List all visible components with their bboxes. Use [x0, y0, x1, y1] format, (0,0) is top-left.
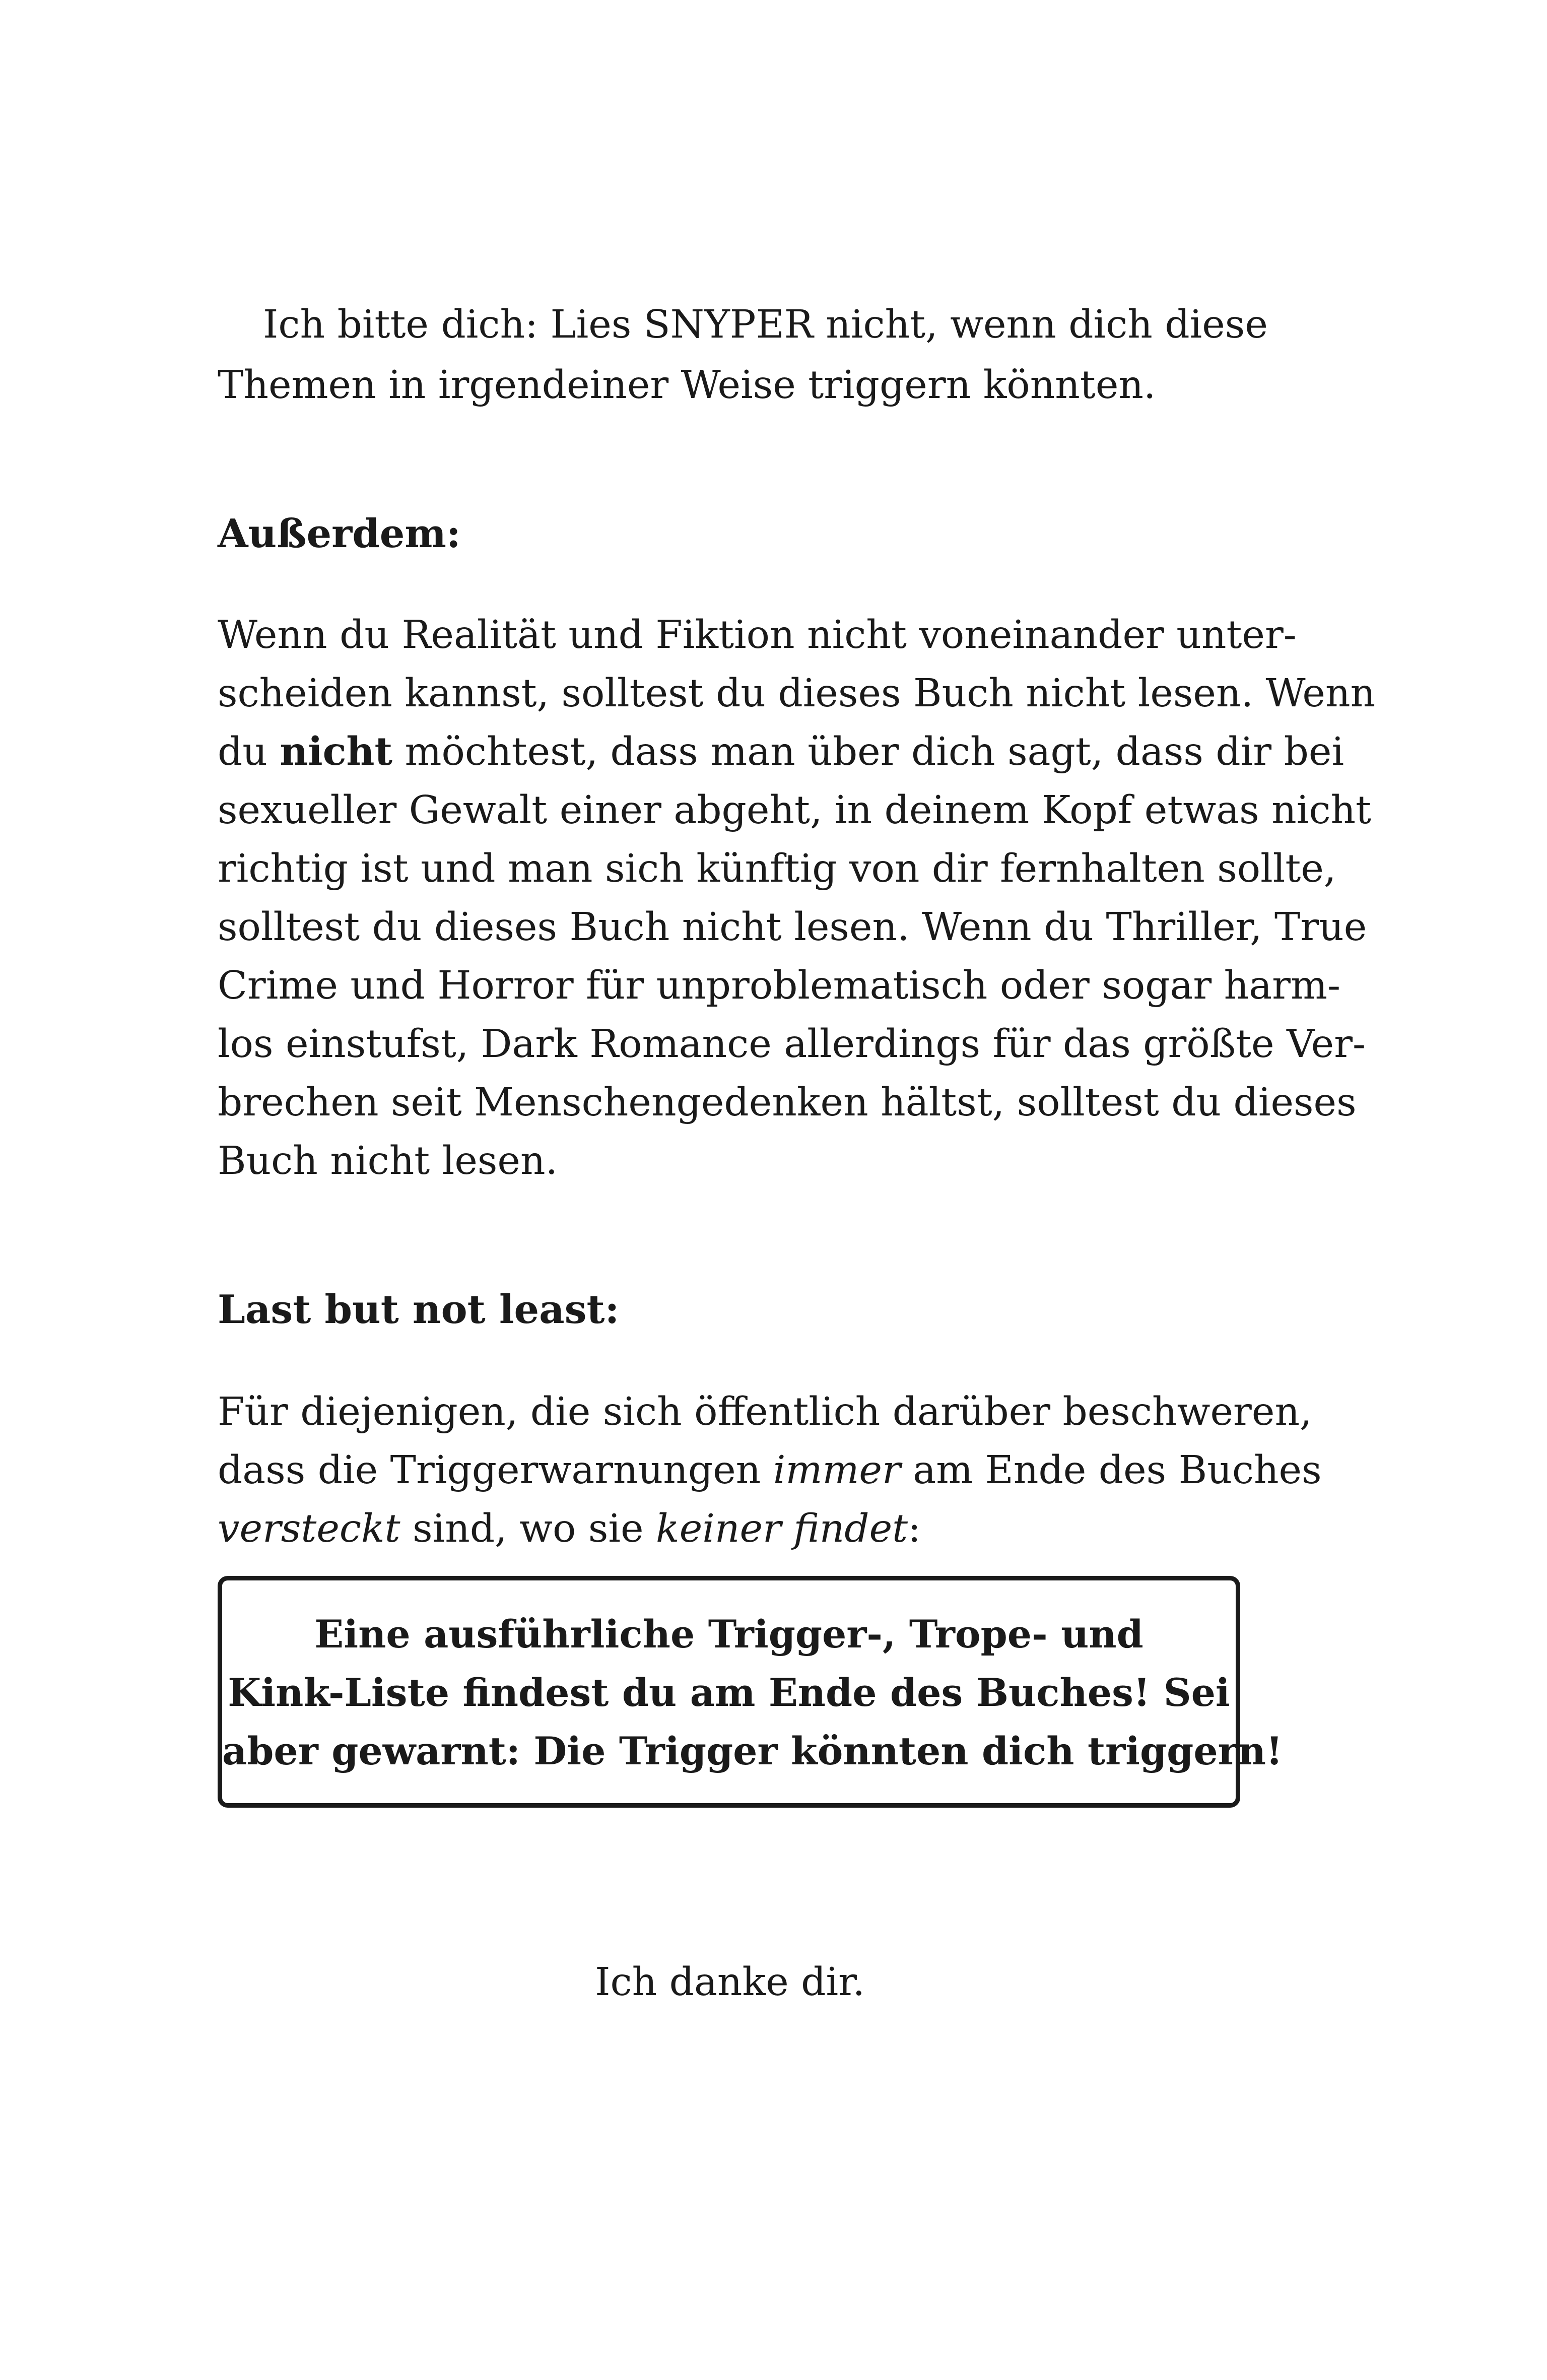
paragraph-line-with-bold	[218, 729, 1344, 774]
trigger-notice-box	[218, 1576, 1283, 1808]
paragraph-line: solltest du dieses Buch nicht lesen. Wenn du Thriller, True	[218, 905, 1367, 950]
section-heading-last-but-not-least: Last but not least:	[218, 1287, 620, 1333]
paragraph-line-with-italic	[218, 1448, 1322, 1493]
italic-emphasis: keiner findet	[656, 1506, 908, 1551]
paragraph-line: los einstufst, Dark Romance allerdings für das größte Ver-	[218, 1022, 1366, 1067]
text-segment: dass die Triggerwarnungen	[218, 1448, 761, 1493]
text-segment: du	[218, 730, 267, 774]
paragraph-line: scheiden kannst, solltest du dieses Buch nicht lesen. Wenn	[218, 671, 1376, 716]
closing-line: Ich danke dir.	[595, 1960, 865, 2005]
paragraph-line: Für diejenigen, die sich öffentlich darüber beschweren,	[218, 1390, 1312, 1434]
intro-line-2: Themen in irgendeiner Weise triggern könnten.	[218, 363, 1156, 408]
paragraph-line: Buch nicht lesen.	[218, 1139, 558, 1183]
text-segment: sind, wo sie	[413, 1506, 644, 1551]
notice-line: Eine ausführliche Trigger-, Trope- und	[314, 1612, 1144, 1657]
notice-line: Kink-Liste findest du am Ende des Buches! Sei	[228, 1670, 1230, 1715]
intro-line-1: Ich bitte dich: Lies SNYPER nicht, wenn dich diese	[263, 302, 1268, 347]
text-segment: möchtest, dass man über dich sagt, dass dir bei	[405, 730, 1344, 774]
italic-emphasis: immer	[773, 1448, 901, 1493]
text-segment: am Ende des Buches	[913, 1448, 1322, 1493]
paragraph-line: sexueller Gewalt einer abgeht, in deinem Kopf etwas nicht	[218, 788, 1371, 833]
paragraph-line: richtig ist und man sich künftig von dir fernhalten sollte,	[218, 846, 1336, 891]
paragraph-line: Wenn du Realität und Fiktion nicht voneinander unter-	[218, 613, 1297, 657]
section-heading-ausserdem: Außerdem:	[218, 511, 461, 557]
bold-emphasis: nicht	[280, 729, 393, 774]
paragraph-line: brechen seit Menschengedenken hältst, solltest du dieses	[218, 1080, 1357, 1125]
notice-line: aber gewarnt: Die Trigger könnten dich triggern!	[222, 1729, 1283, 1773]
paragraph-line-with-italic	[218, 1506, 1242, 1551]
paragraph-line: Crime und Horror für unproblematisch oder sogar harm-	[218, 963, 1341, 1008]
text-segment: :	[908, 1506, 921, 1551]
italic-emphasis: versteckt	[218, 1506, 400, 1551]
